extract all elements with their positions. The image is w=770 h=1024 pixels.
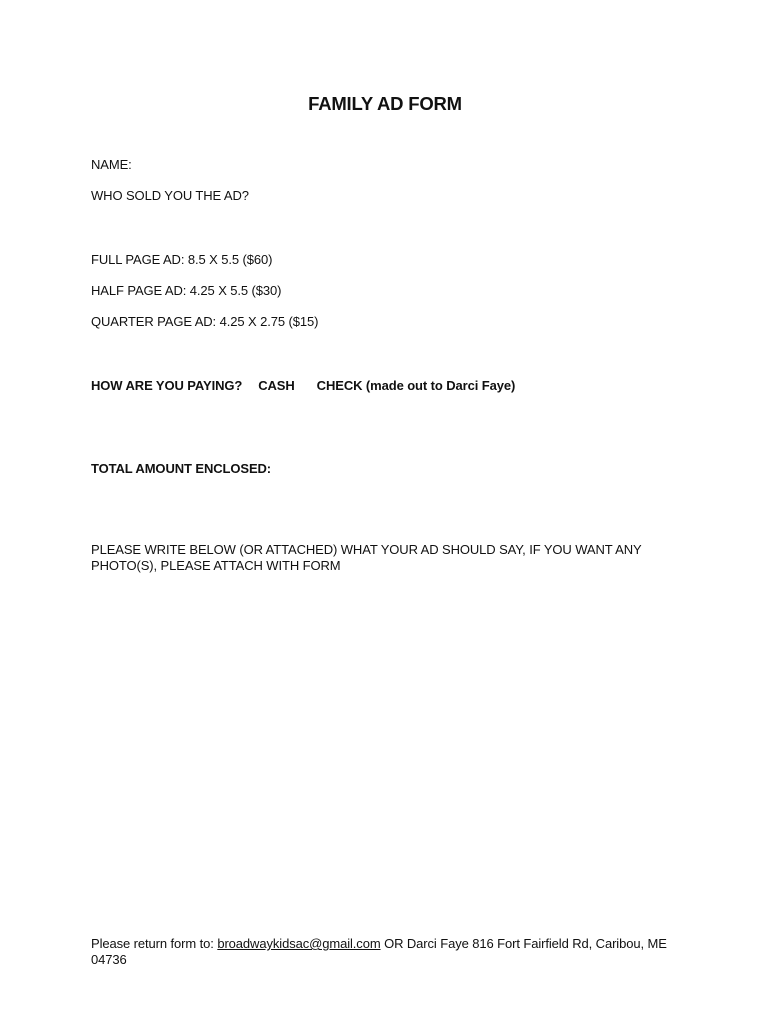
total-label: TOTAL AMOUNT ENCLOSED: xyxy=(91,461,272,476)
payment-option-check: CHECK (made out to Darci Faye) xyxy=(316,378,516,393)
payment-question: HOW ARE YOU PAYING? xyxy=(91,378,243,393)
size-option-quarter: QUARTER PAGE AD: 4.25 X 2.75 ($15) xyxy=(91,314,319,329)
payment-option-cash: CASH xyxy=(258,378,295,393)
ad-instructions: PLEASE WRITE BELOW (OR ATTACHED) WHAT YOUR AD SHOULD SAY, IF YOU WANT ANY PHOTO(S), PLEASE ATTACH WITH FORM xyxy=(91,542,642,573)
return-instructions xyxy=(91,936,671,968)
name-label: NAME: xyxy=(91,157,132,172)
sold-by-label: WHO SOLD YOU THE AD? xyxy=(91,188,249,203)
page-title: FAMILY AD FORM xyxy=(308,93,462,114)
size-option-full: FULL PAGE AD: 8.5 X 5.5 ($60) xyxy=(91,252,273,267)
payment-row xyxy=(91,378,515,394)
return-prefix: Please return form to: xyxy=(91,936,218,951)
size-option-half: HALF PAGE AD: 4.25 X 5.5 ($30) xyxy=(91,283,282,298)
email-link[interactable]: broadwaykidsac@gmail.com xyxy=(217,936,381,951)
return-address: OR Darci Faye 816 Fort Fairfield Rd, Caribou, ME 04736 xyxy=(91,936,667,967)
